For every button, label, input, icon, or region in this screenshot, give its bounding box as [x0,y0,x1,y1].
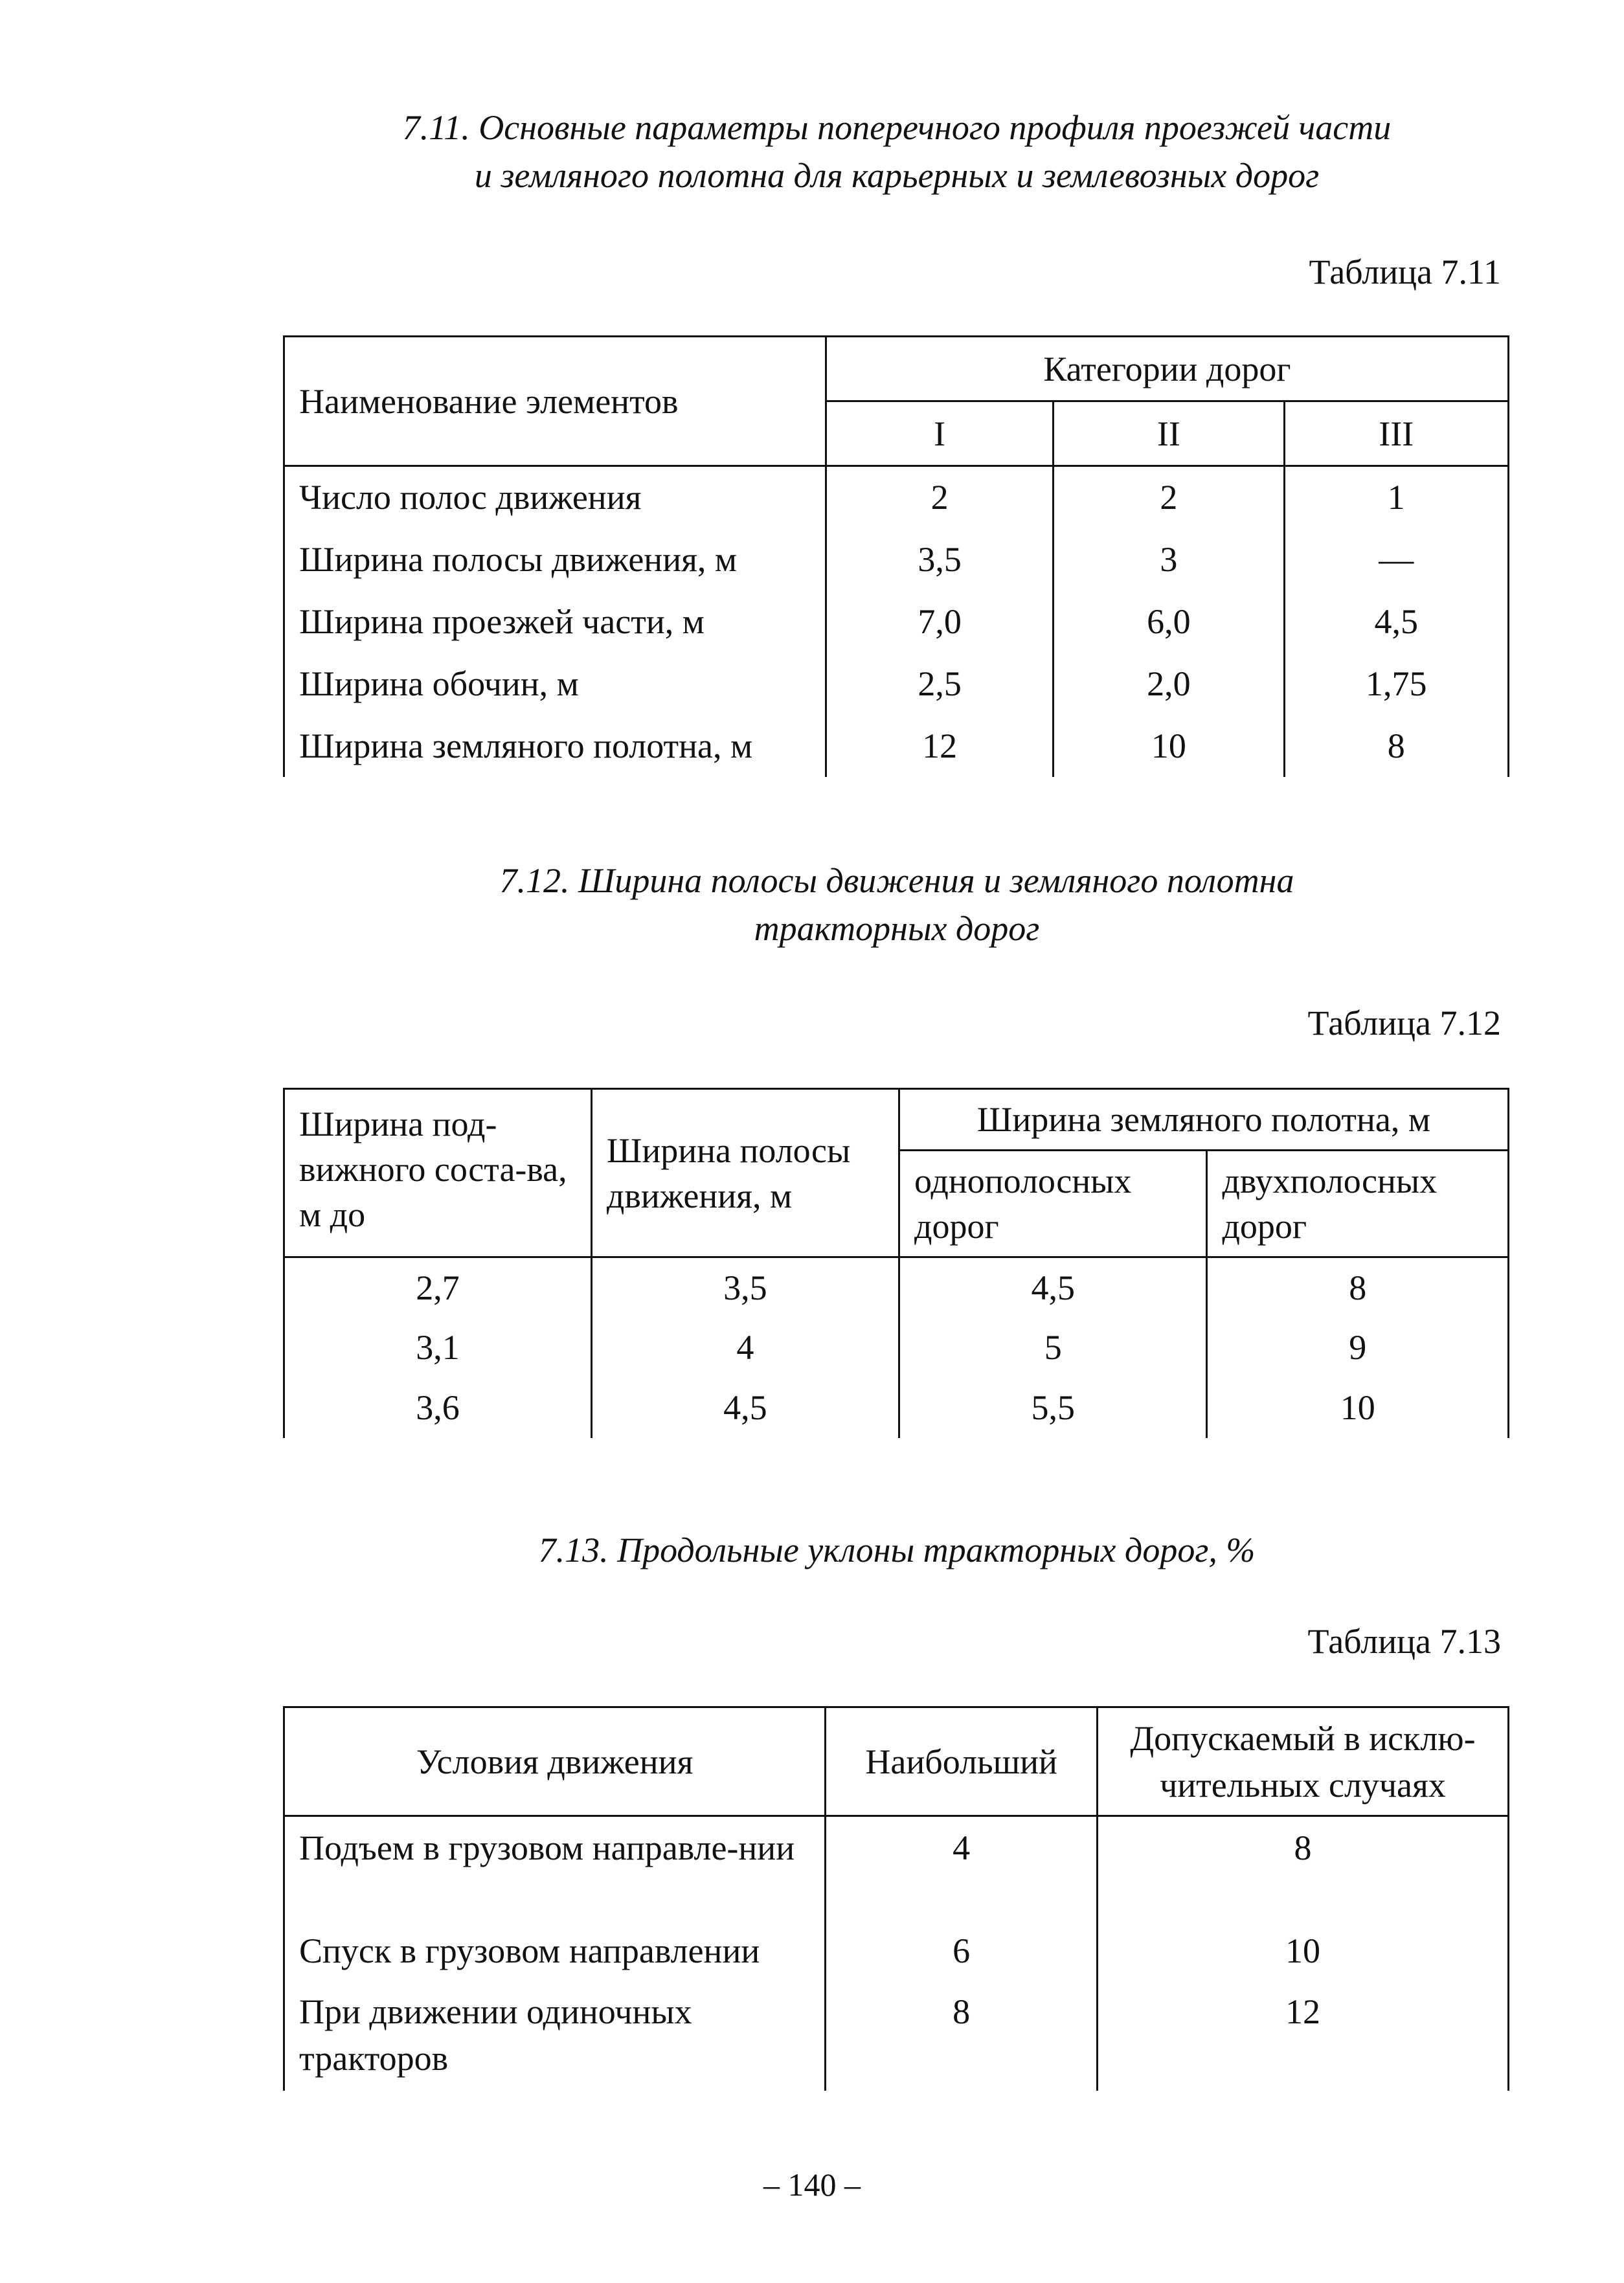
header-double-lane: двухполосных дорог [1207,1151,1509,1257]
table-row [284,1816,1509,1920]
cell: 10 [1054,715,1284,777]
table-7-11 [283,335,1509,777]
cell: 12 [826,715,1053,777]
table-7-13 [283,1706,1509,2091]
cell: 9 [1207,1318,1509,1378]
row-name: Ширина обочин, м [284,653,826,715]
table-label-7-11: Таблица 7.11 [1309,253,1501,291]
header-group: Категории дорог [826,337,1508,401]
cell: 8 [826,1982,1098,2091]
caption-line: 7.11. Основные параметры поперечного профиля проезжей части [402,108,1392,147]
cell: 2,0 [1054,653,1284,715]
cell: 6,0 [1054,590,1284,653]
row-name: Ширина полосы движения, м [284,528,826,590]
cell: 4,5 [591,1378,899,1438]
cell: 3,1 [284,1318,592,1378]
row-name: Число полос движения [284,466,826,528]
cell: 3,5 [826,528,1053,590]
cell: 10 [1097,1920,1508,1982]
row-name: При движении одиночных тракторов [284,1982,826,2091]
cell: 4,5 [899,1257,1206,1318]
table-label-7-12: Таблица 7.12 [1307,1004,1501,1042]
cell: 6 [826,1920,1098,1982]
table-7-12 [283,1088,1509,1438]
table-row [284,590,1509,653]
table-row [284,653,1509,715]
cell: 12 [1097,1982,1508,2091]
row-name: Ширина земляного полотна, м [284,715,826,777]
cell: 1,75 [1284,653,1508,715]
caption-line: 7.12. Ширина полосы движения и земляного полотна [499,861,1294,900]
cell: 3,6 [284,1378,592,1438]
cell: 5,5 [899,1378,1206,1438]
header-single-lane: однополосных дорог [899,1151,1206,1257]
header-group: Ширина земляного полотна, м [899,1089,1508,1151]
row-name: Подъем в грузовом направле-нии [284,1816,826,1920]
header-category: II [1054,401,1284,466]
table-row [284,466,1509,528]
table-label-7-13: Таблица 7.13 [1307,1622,1501,1661]
row-name: Ширина проезжей части, м [284,590,826,653]
page-number: – 140 – [763,2166,861,2203]
table-row [284,1378,1509,1438]
caption-line: и земляного полотна для карьерных и землевозных дорог [474,156,1320,195]
cell: 8 [1284,715,1508,777]
cell: 10 [1207,1378,1509,1438]
header-exceptional: Допускаемый в исклю-чительных случаях [1097,1707,1508,1816]
table-row [284,1982,1509,2091]
header-category: I [826,401,1053,466]
caption-line: 7.13. Продольные уклоны тракторных дорог, % [538,1531,1256,1569]
cell: 4 [591,1318,899,1378]
table-row [284,528,1509,590]
section-caption-7-12 [285,857,1509,952]
header-stock-width: Ширина под-вижного соста-ва, м до [284,1089,592,1257]
cell: 5 [899,1318,1206,1378]
header-name-col: Наименование элементов [284,337,826,466]
header-category: III [1284,401,1508,466]
header-conditions: Условия движения [284,1707,826,1816]
cell: 1 [1284,466,1508,528]
cell: 8 [1207,1257,1509,1318]
header-max: Наибольший [826,1707,1098,1816]
table-row [284,1257,1509,1318]
cell: — [1284,528,1508,590]
table-row [284,1318,1509,1378]
section-caption-7-11 [285,104,1509,199]
cell: 2,5 [826,653,1053,715]
cell: 4 [826,1816,1098,1920]
cell: 2 [826,466,1053,528]
cell: 7,0 [826,590,1053,653]
cell: 3 [1054,528,1284,590]
table-row [284,715,1509,777]
row-name: Спуск в грузовом направлении [284,1920,826,1982]
table-row [284,1920,1509,1982]
cell: 8 [1097,1816,1508,1920]
section-caption-7-13 [285,1526,1509,1574]
cell: 3,5 [591,1257,899,1318]
cell: 2 [1054,466,1284,528]
header-lane-width: Ширина полосы движения, м [591,1089,899,1257]
cell: 2,7 [284,1257,592,1318]
cell: 4,5 [1284,590,1508,653]
caption-line: тракторных дорог [754,909,1040,948]
